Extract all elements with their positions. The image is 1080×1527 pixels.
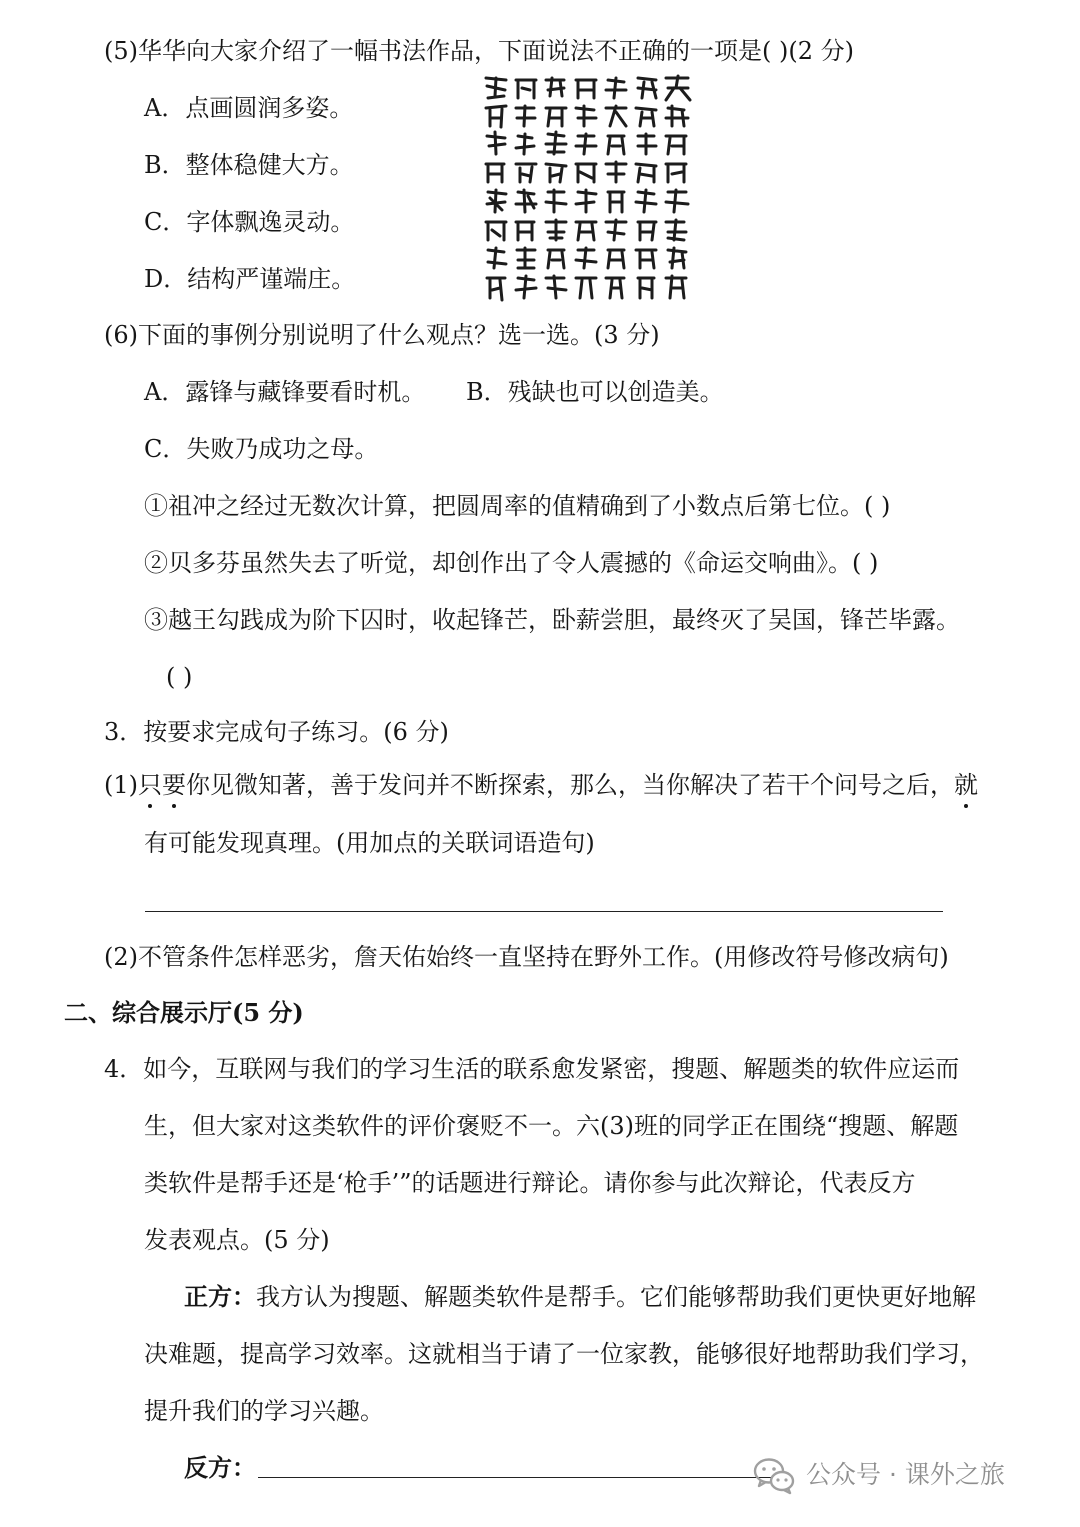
con-answer-line[interactable] xyxy=(258,1477,780,1478)
q4-text-line-1: 4．如今，互联网与我们的学习生活的联系愈发紧密，搜题、解题类的软件应运而 xyxy=(104,1055,960,1083)
q6-option-b: B．残缺也可以创造美。 xyxy=(466,378,724,406)
con-label: 反方： xyxy=(184,1453,256,1482)
calligraphy-column-3 xyxy=(546,78,566,298)
watermark xyxy=(752,1452,1005,1498)
q6-item-3-answer-blank: ( ) xyxy=(166,663,193,691)
q6-option-c: C．失败乃成功之母。 xyxy=(144,435,379,463)
pro-statement-line-1 xyxy=(184,1280,976,1314)
q3-s1-dotted-char: 就 xyxy=(954,768,978,802)
q6-item-2: ②贝多芬虽然失去了听觉，却创作出了令人震撼的《命运交响曲》。( ) xyxy=(144,549,879,577)
pro-statement-line-3: 提升我们的学习兴趣。 xyxy=(144,1397,384,1425)
q3-title: 3．按要求完成句子练习。(6 分) xyxy=(104,718,449,746)
q6-option-a: A．露锋与藏锋要看时机。 xyxy=(144,378,426,406)
q6-item-1: ①祖冲之经过无数次计算，把圆周率的值精确到了小数点后第七位。( ) xyxy=(144,492,891,520)
q6-stem: (6)下面的事例分别说明了什么观点？选一选。(3 分) xyxy=(104,321,660,349)
q3-sentence-1-cont: 有可能发现真理。(用加点的关联词语造句) xyxy=(144,829,595,857)
q3-sentence-2: (2)不管条件怎样恶劣，詹天佑始终一直坚持在野外工作。(用修改符号修改病句) xyxy=(104,943,949,971)
calligraphy-column-7 xyxy=(666,76,690,298)
calligraphy-column-2 xyxy=(516,80,536,298)
calligraphy-column-5 xyxy=(606,78,626,298)
q4-text-line-4: 发表观点。(5 分) xyxy=(144,1226,330,1254)
pro-statement-line-2: 决难题，提高学习效率。这就相当于请了一位家教，能够很好地帮助我们学习， xyxy=(144,1340,984,1368)
q4-text-line-2: 生，但大家对这类软件的评价褒贬不一。六(3)班的同学正在围绕“搜题、解题 xyxy=(144,1112,959,1140)
q5-option-b: B．整体稳健大方。 xyxy=(144,151,354,179)
q5-stem: (5)华华向大家介绍了一幅书法作品，下面说法不正确的一项是( )(2 分) xyxy=(104,37,854,65)
pro-text: 我方认为搜题、解题类软件是帮手。它们能够帮助我们更快更好地解 xyxy=(256,1283,976,1311)
wechat-icon xyxy=(752,1455,796,1495)
q3-sentence-1 xyxy=(104,768,978,802)
q5-option-a: A．点画圆润多姿。 xyxy=(144,94,354,122)
section-2-title: 二、综合展示厅(5 分) xyxy=(64,998,304,1027)
q3-s1-number: (1) xyxy=(104,771,138,799)
q3-s1-text: 你见微知著，善于发问并不断探索，那么，当你解决了若干个问号之后， xyxy=(186,771,954,799)
watermark-text: 公众号 · 课外之旅 xyxy=(806,1460,1005,1489)
q5-option-c: C．字体飘逸灵动。 xyxy=(144,208,355,236)
q6-item-3: ③越王勾践成为阶下囚时，收起锋芒，卧薪尝胆，最终灭了吴国，锋芒毕露。 xyxy=(144,606,960,634)
q3-s1-answer-line[interactable] xyxy=(145,911,943,912)
calligraphy-column-1 xyxy=(486,78,506,300)
pro-label: 正方： xyxy=(184,1282,256,1311)
q5-option-d: D．结构严谨端庄。 xyxy=(144,265,356,293)
calligraphy-column-6 xyxy=(636,78,656,298)
calligraphy-column-4 xyxy=(576,80,596,298)
q4-text-line-3: 类软件是帮手还是‘枪手’”的话题进行辩论。请你参与此次辩论，代表反方 xyxy=(144,1169,916,1197)
calligraphy-artwork xyxy=(478,72,694,308)
q3-s1-dotted-char: 只 xyxy=(138,768,162,802)
q3-s1-dotted-char: 要 xyxy=(162,768,186,802)
